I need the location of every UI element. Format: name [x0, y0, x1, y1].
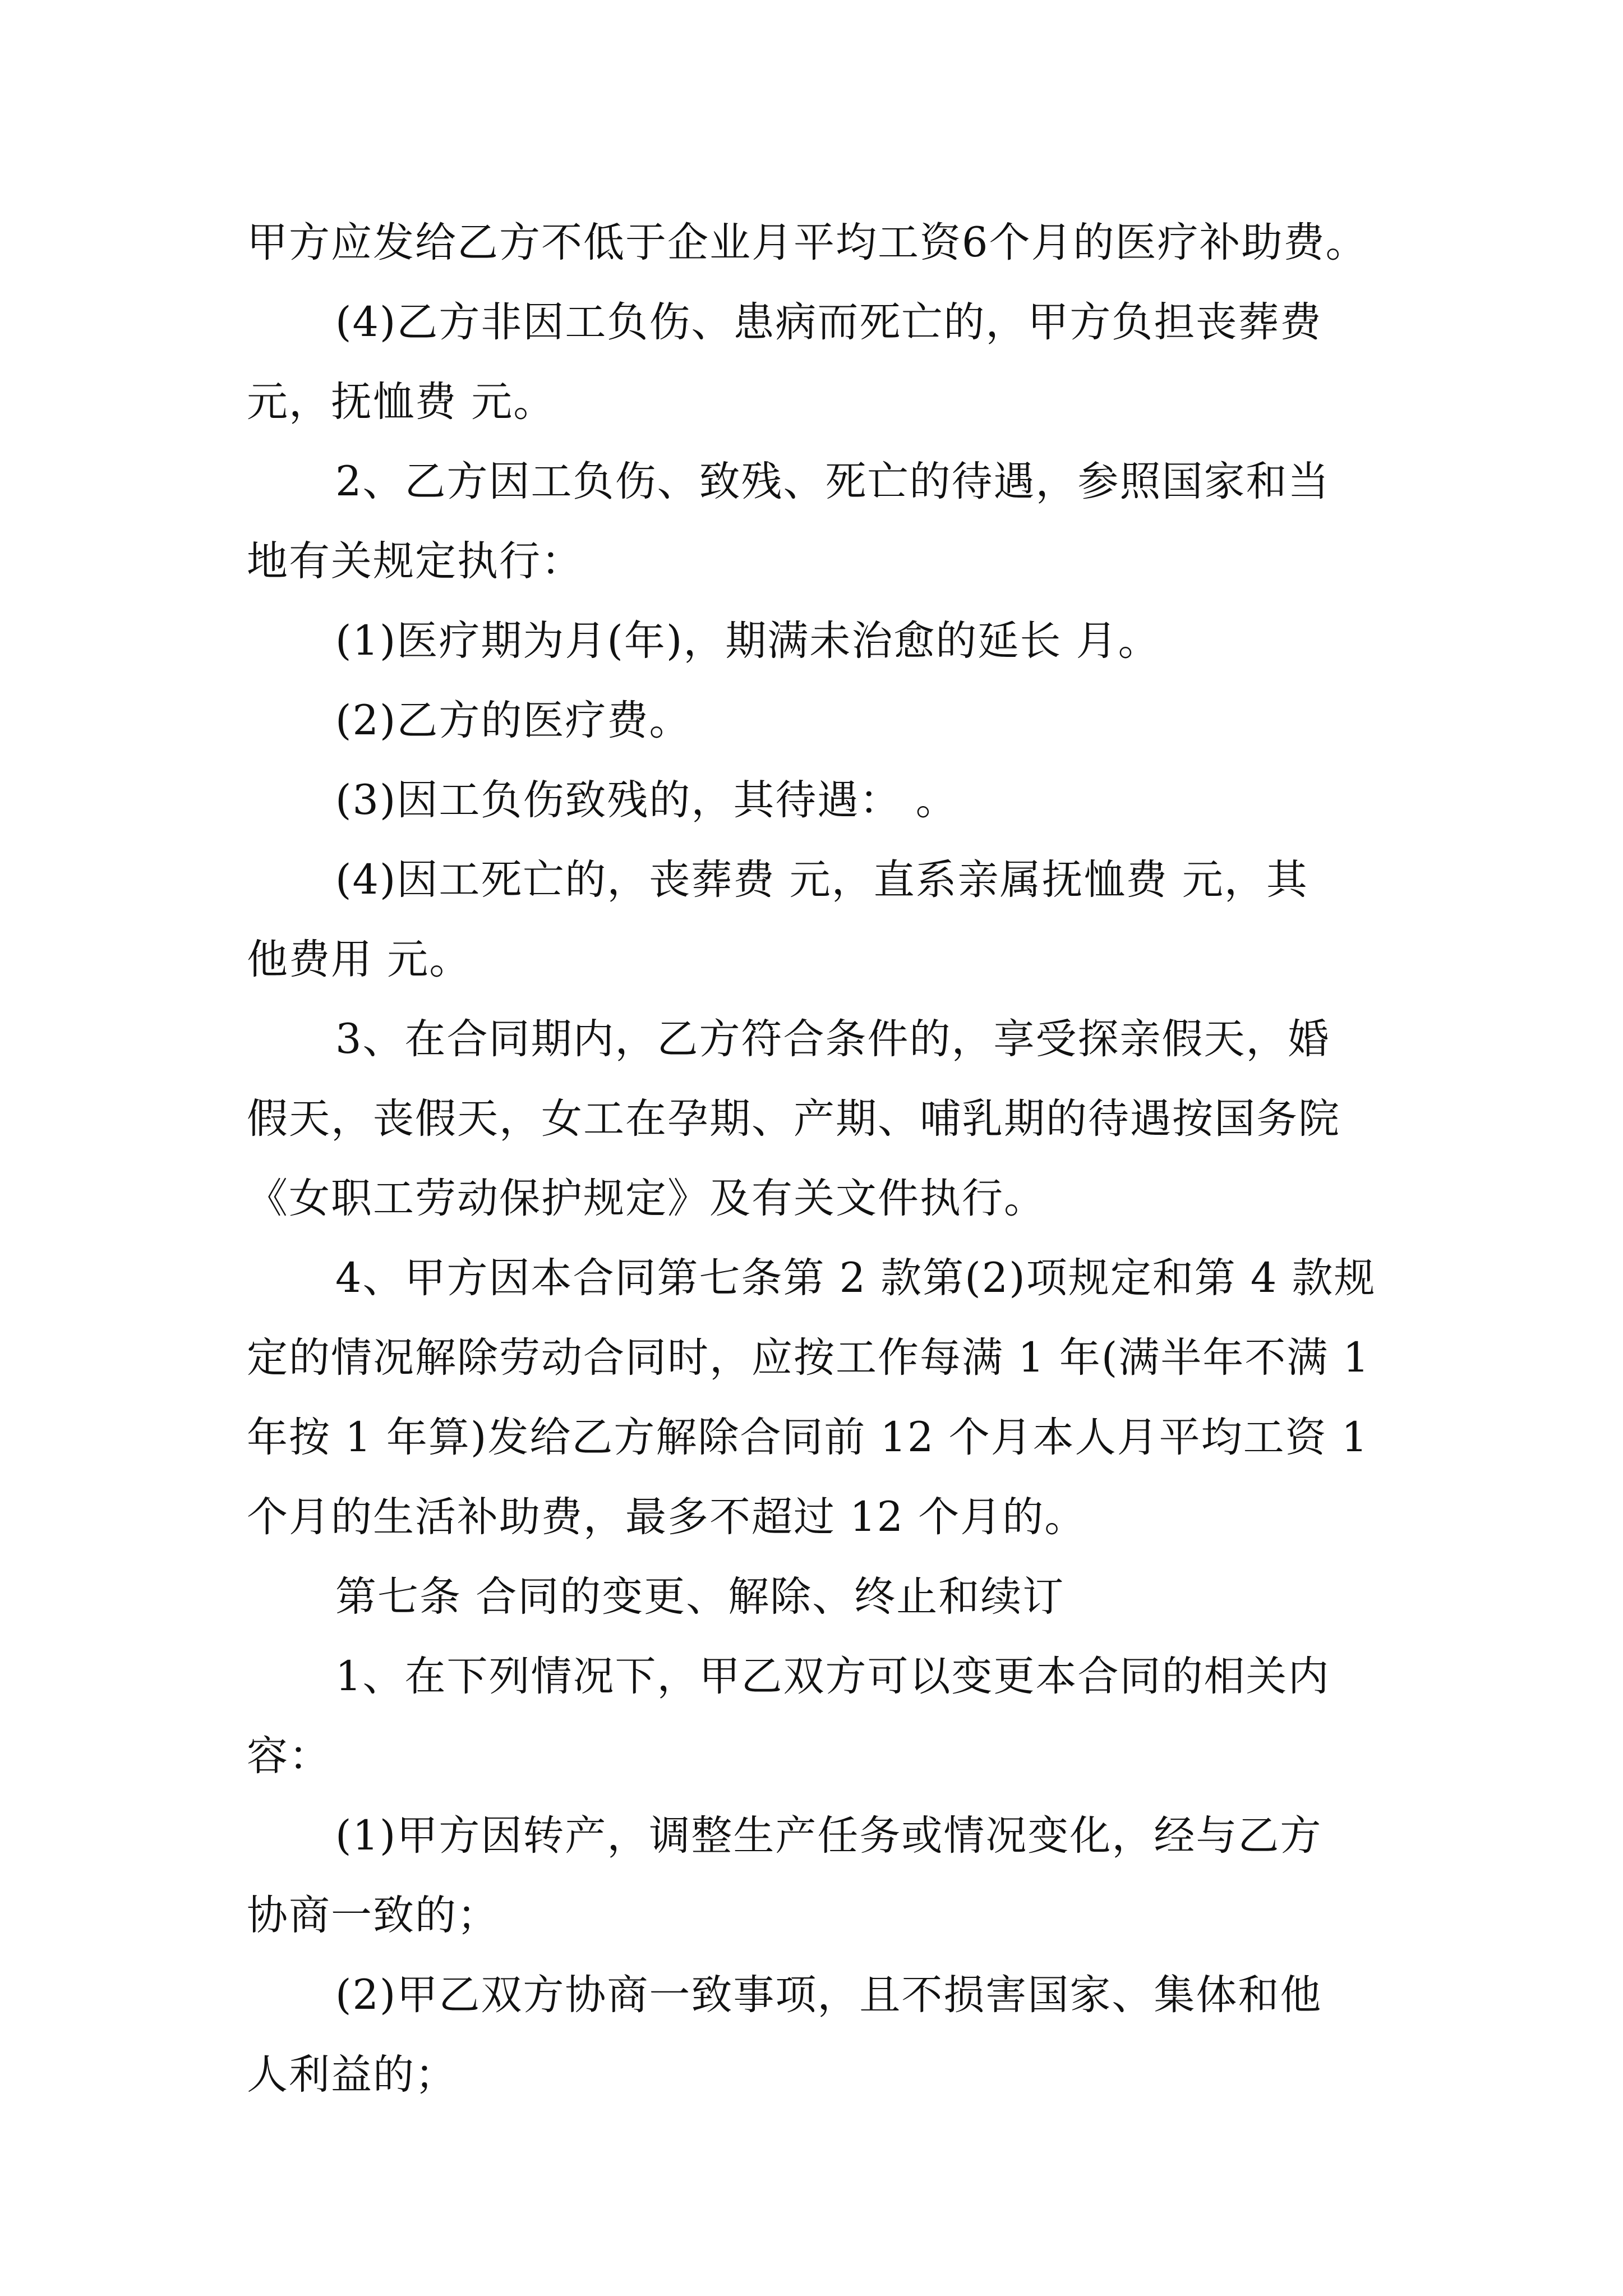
section-heading: 第七条 合同的变更、解除、终止和续订 — [335, 1573, 1065, 1621]
text-line: (2)甲乙双方协商一致事项，且不损害国家、集体和他 — [335, 1971, 1322, 2019]
text-line: 容： — [247, 1732, 331, 1780]
text-line: 2、乙方因工负伤、致残、死亡的待遇，参照国家和当 — [335, 458, 1330, 505]
text-line: 假天，丧假天，女工在孕期、产期、哺乳期的待遇按国务院 — [247, 1095, 1340, 1143]
text-line: 定的情况解除劳动合同时，应按工作每满 1 年(满半年不满 1 — [247, 1334, 1370, 1382]
text-line: 甲方应发给乙方不低于企业月平均工资6个月的医疗补助费。 — [247, 219, 1368, 266]
text-line: (2)乙方的医疗费。 — [335, 697, 691, 744]
text-line: 《女职工劳动保护规定》及有关文件执行。 — [247, 1175, 1046, 1222]
text-line: (3)因工负伤致残的，其待遇： 。 — [335, 776, 958, 824]
text-line: 元，抚恤费 元。 — [247, 378, 556, 426]
text-line: (1)甲方因转产，调整生产任务或情况变化，经与乙方 — [335, 1812, 1322, 1860]
text-line: 3、在合同期内，乙方符合条件的，享受探亲假天，婚 — [335, 1015, 1330, 1063]
text-line: 人利益的； — [247, 2051, 457, 2099]
text-line: 个月的生活补助费，最多不超过 12 个月的。 — [247, 1493, 1087, 1541]
text-line: 1、在下列情况下，甲乙双方可以变更本合同的相关内 — [335, 1653, 1330, 1700]
text-line: (1)医疗期为月(年)，期满未治愈的延长 月。 — [335, 617, 1160, 665]
text-line: 地有关规定执行： — [247, 537, 583, 585]
text-line: (4)乙方非因工负伤、患病而死亡的，甲方负担丧葬费 — [335, 298, 1322, 346]
text-line: 协商一致的； — [247, 1892, 499, 1939]
text-line: 年按 1 年算)发给乙方解除合同前 12 个月本人月平均工资 1 — [247, 1414, 1369, 1461]
text-line: 他费用 元。 — [247, 936, 472, 983]
text-line: (4)因工死亡的，丧葬费 元，直系亲属抚恤费 元，其 — [335, 856, 1308, 904]
text-line: 4、甲方因本合同第七条第 2 款第(2)项规定和第 4 款规 — [335, 1254, 1376, 1302]
